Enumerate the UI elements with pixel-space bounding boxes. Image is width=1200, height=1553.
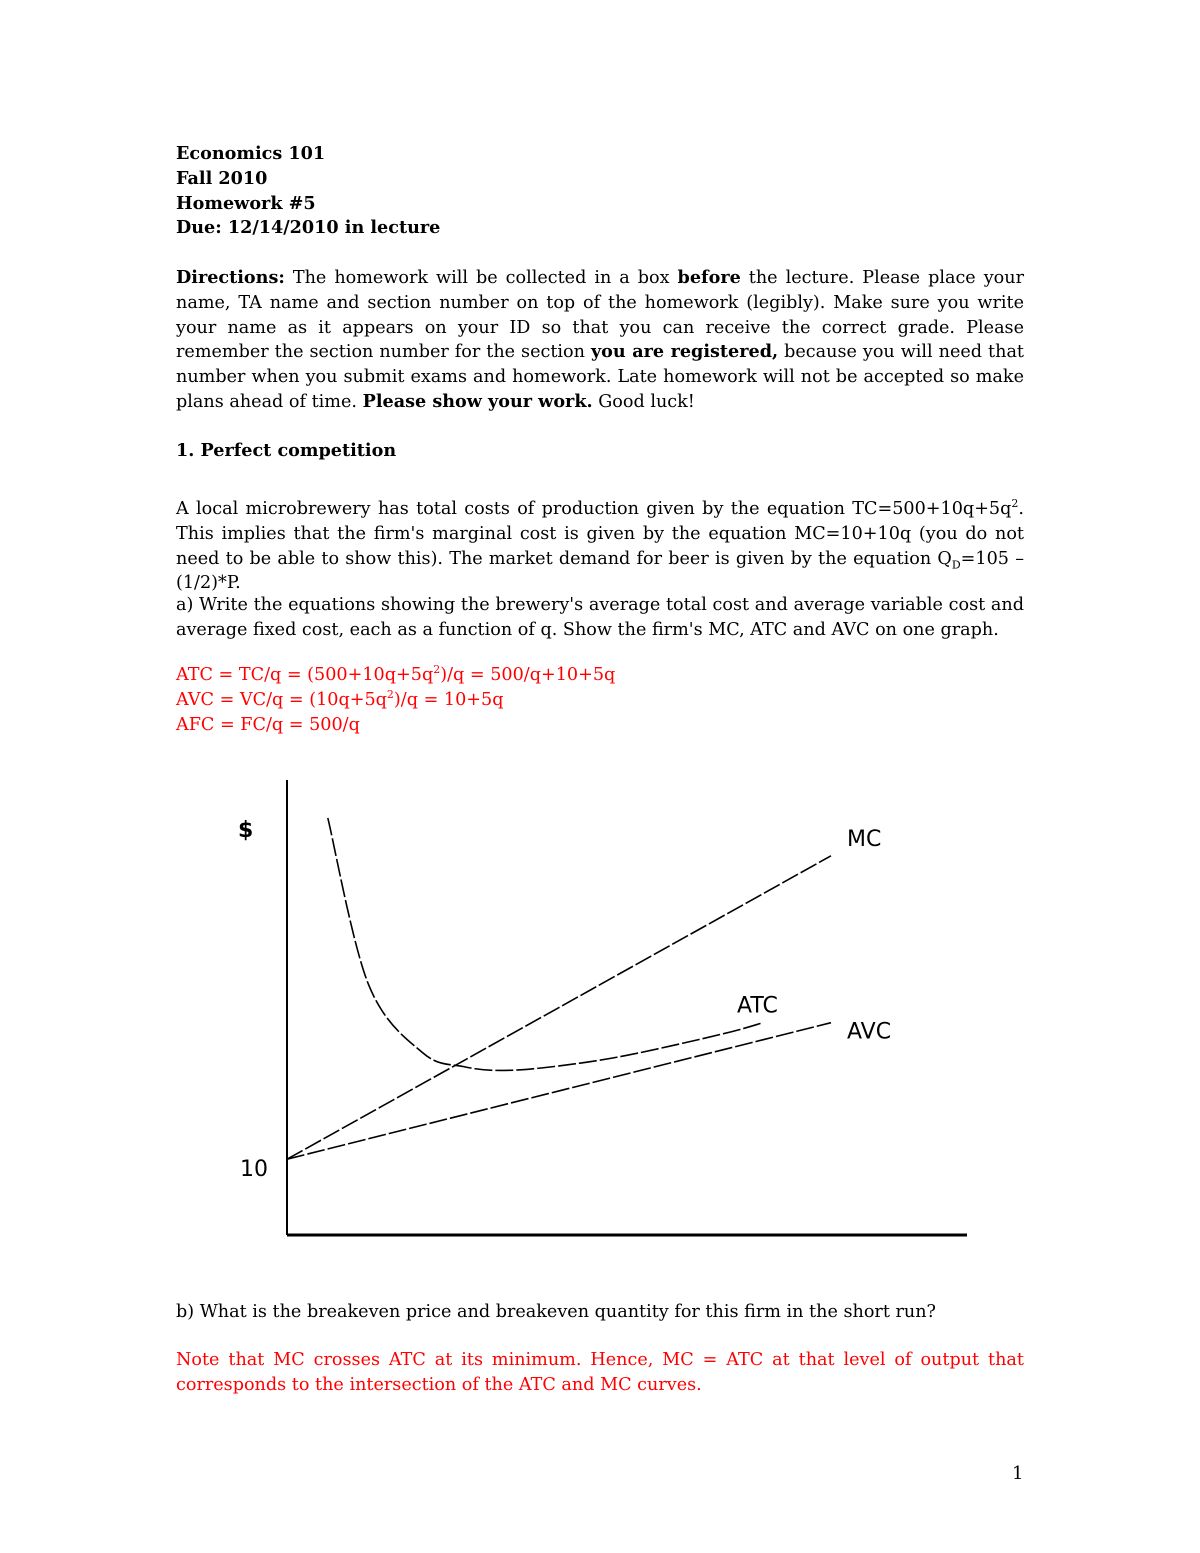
- atc-text-2: )/q = 500/q+10+5q: [440, 665, 616, 685]
- afc-equation: AFC = FC/q = 500/q: [176, 714, 360, 735]
- directions-text-1: The homework will be collected in a box: [284, 268, 678, 288]
- problem-text-2: . This implies that the firm's marginal cost is given by the equation MC=10+10q (you do not need to be able to show this). The market demand for beer is given by the equation Q: [176, 499, 1024, 569]
- directions-bold-1: before: [677, 267, 741, 288]
- course-title: Economics 101: [176, 143, 326, 164]
- atc-superscript: 2: [433, 663, 441, 677]
- avc-text-1: AVC = VC/q = (10q+5q: [176, 689, 387, 710]
- question-a: a) Write the equations showing the brewery's average total cost and average variable cost and average fixed cost, each as a function of q. Show the firm's MC, ATC and AVC on one graph.: [176, 595, 1024, 640]
- y-axis-label: $: [238, 818, 254, 843]
- mc-label: MC: [847, 826, 882, 852]
- answer-b: Note that MC crosses ATC at its minimum. Hence, MC = ATC at that level of output that corresponds to the intersection of the ATC and MC curves.: [176, 1350, 1024, 1395]
- directions-bold-2: you are registered,: [590, 341, 779, 363]
- directions-text-2: the lecture. Please place your name, TA name and section number on top of the homework (legibly). Make sure you write your name as it appears on your ID so that you can receive the correct grade. Please remember the section number for the section: [176, 268, 1024, 363]
- problem-text-1: A local microbrewery has total costs of production given by the equation TC=500+10q+5q: [176, 499, 1012, 519]
- problem-text-3: =105 – (1/2)*P.: [176, 548, 1024, 594]
- atc-text-1: ATC = TC/q = (500+10q+5q: [176, 665, 434, 685]
- section-title: 1. Perfect competition: [176, 440, 397, 461]
- avc-superscript: 2: [386, 687, 394, 701]
- atc-curve: [328, 818, 763, 1071]
- subscript: D: [951, 558, 961, 572]
- atc-equation: [176, 663, 1024, 688]
- due-date: Due: 12/14/2010 in lecture: [176, 217, 441, 239]
- avc-text-2: )/q = 10+5q: [393, 689, 504, 710]
- avc-equation: [176, 688, 1024, 713]
- answer-a: [176, 663, 1024, 737]
- homework-title: Homework #5: [176, 192, 316, 214]
- cost-curves-svg: [220, 770, 980, 1250]
- superscript: 2: [1011, 497, 1019, 511]
- directions-label: Directions:: [176, 267, 285, 288]
- directions-bold-3: Please show your work.: [362, 390, 593, 412]
- cost-curves-graph: [220, 770, 980, 1250]
- question-b: b) What is the breakeven price and breakeven quantity for this firm in the short run?: [176, 1302, 936, 1322]
- atc-label: ATC: [737, 993, 778, 1019]
- directions-text-3: because you will need that number when you submit exams and homework. Late homework will not be accepted so make plans ahead of time.: [176, 342, 1024, 412]
- directions-text-4: Good luck!: [592, 391, 695, 412]
- avc-curve: [287, 1023, 831, 1159]
- header: [176, 142, 1024, 241]
- problem-statement: [176, 497, 1024, 596]
- avc-label: AVC: [847, 1019, 892, 1045]
- y-tick-label-10: 10: [240, 1157, 268, 1183]
- page-number: 1: [1012, 1463, 1024, 1484]
- term: Fall 2010: [176, 167, 268, 189]
- directions-paragraph: [176, 266, 1024, 415]
